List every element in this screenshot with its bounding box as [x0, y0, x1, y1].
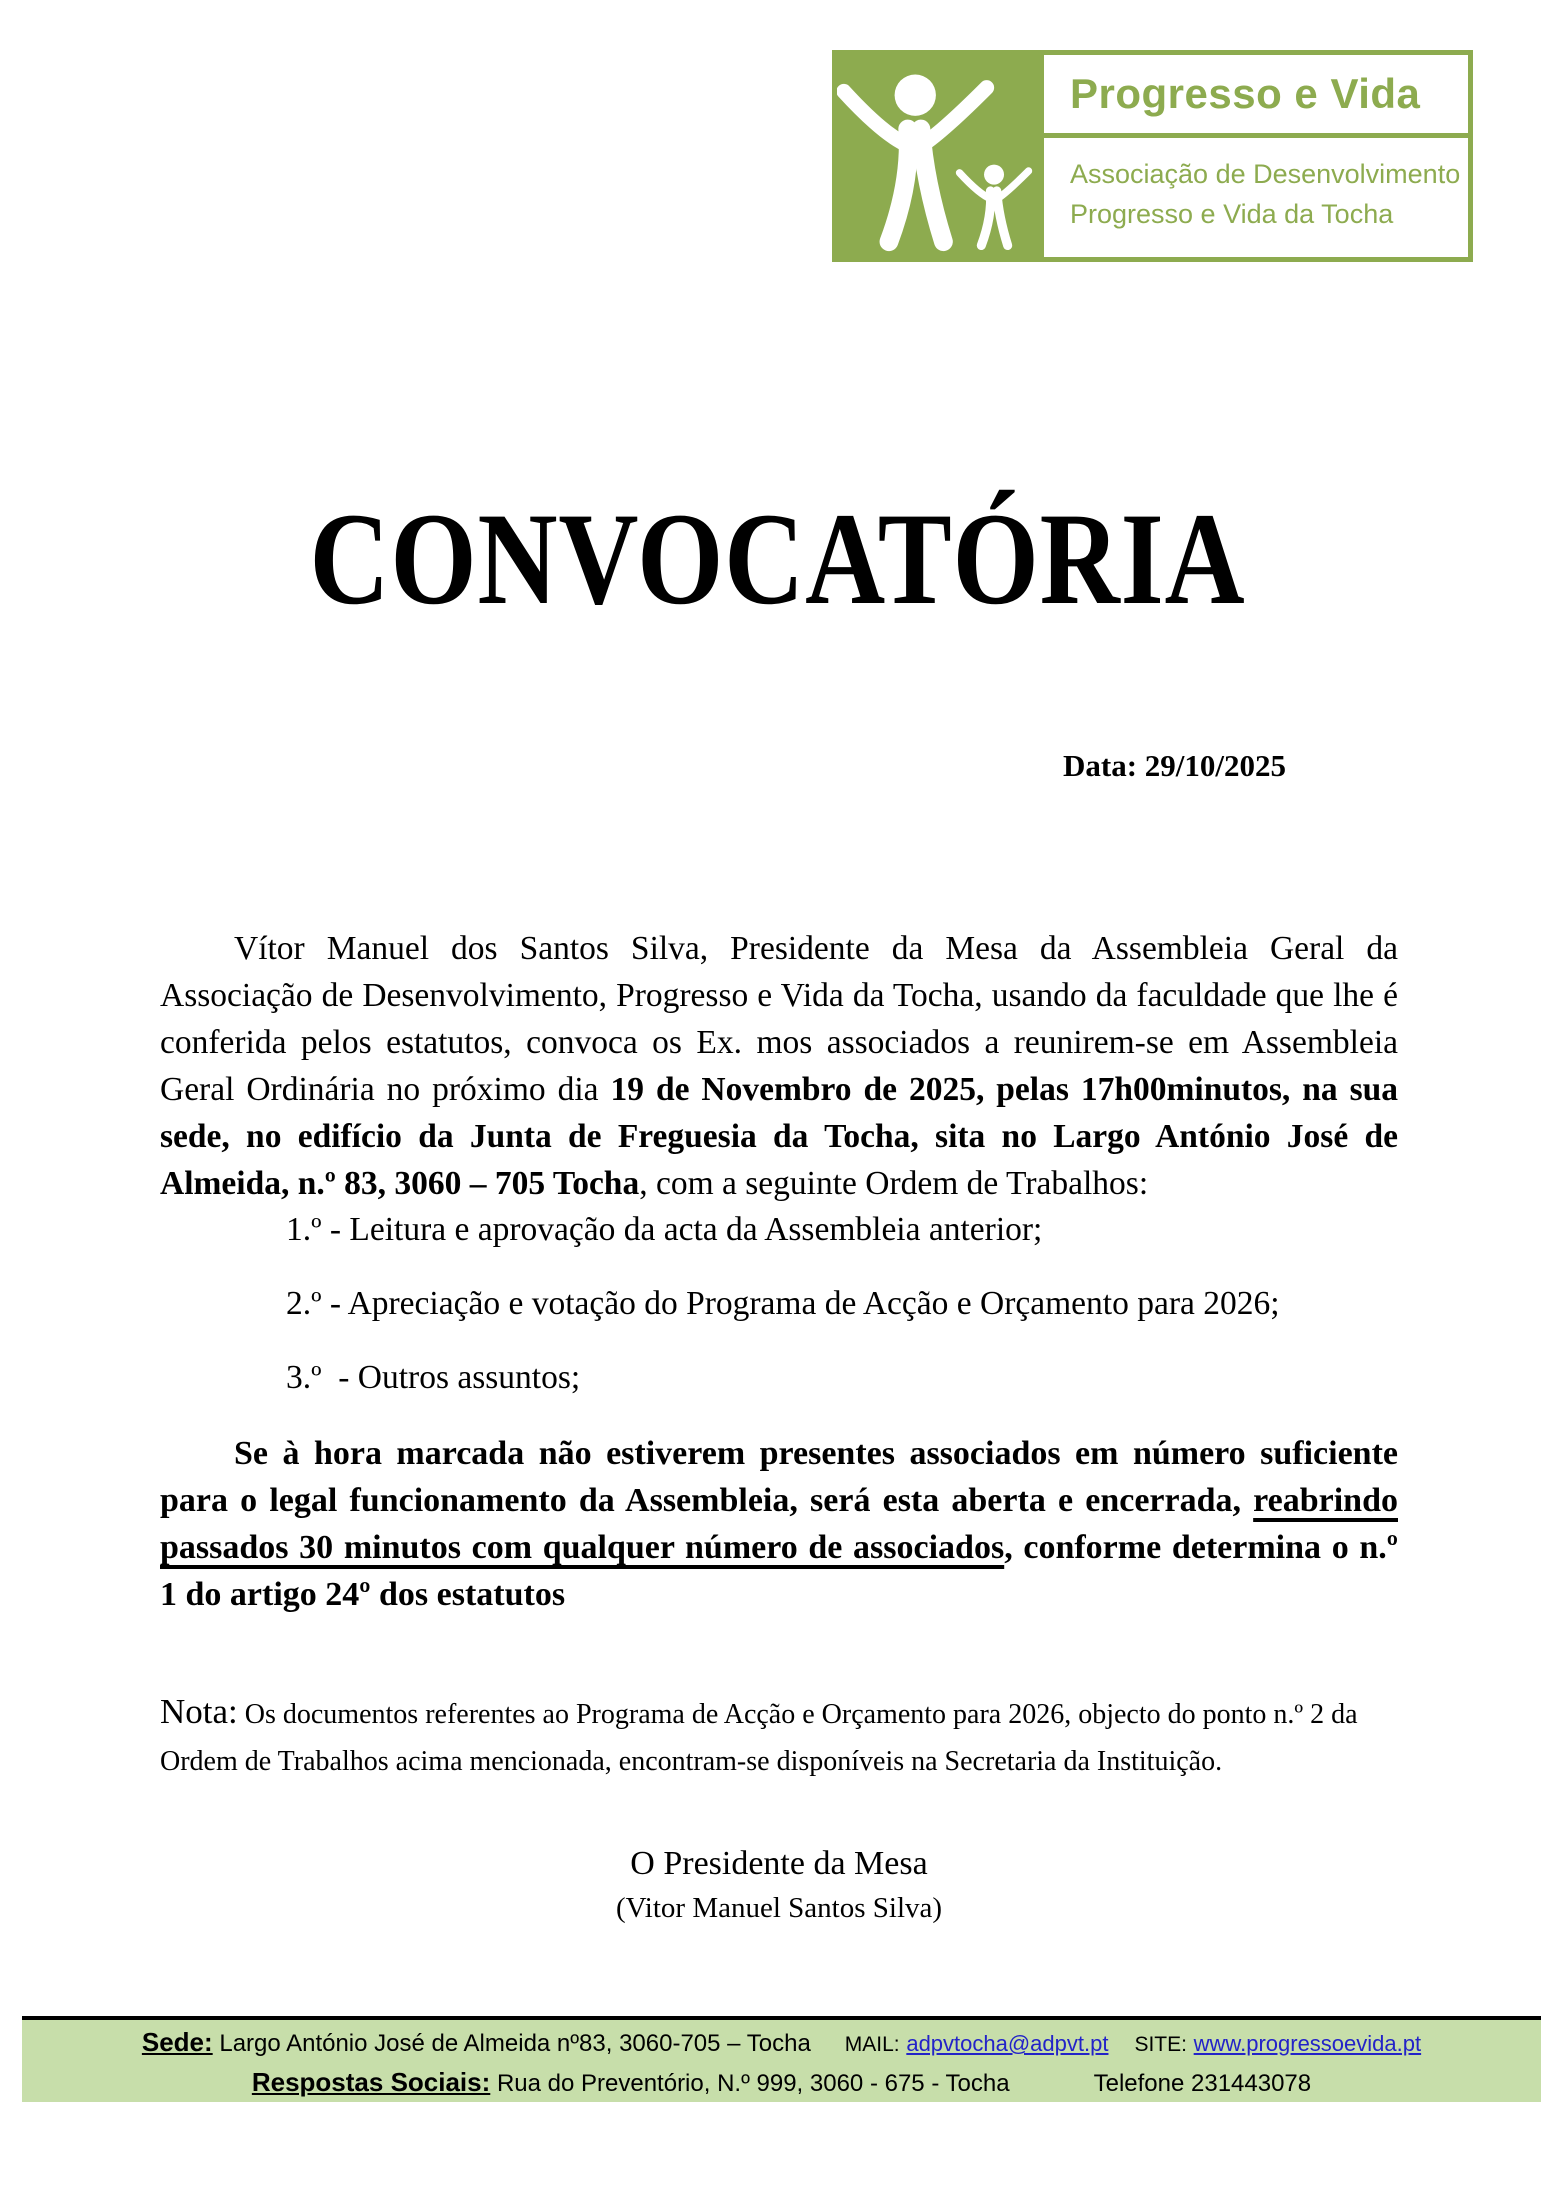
footer-line-respostas	[22, 2067, 1541, 2098]
org-name: Progresso e Vida	[1070, 70, 1421, 117]
intro-regular-end: , com a seguinte Ordem de Trabalhos:	[639, 1164, 1149, 1202]
org-logo	[832, 50, 1473, 262]
mail-label: MAIL:	[844, 2033, 900, 2056]
footer-line-sede	[22, 2027, 1541, 2058]
agenda-list	[286, 1206, 1280, 1428]
mail-link[interactable]: adpvtocha@adpvt.pt	[906, 2031, 1109, 2056]
quorum-paragraph	[160, 1430, 1398, 1618]
site-link[interactable]: www.progressoevida.pt	[1193, 2031, 1422, 2056]
agenda-item-1: 1.º - Leitura e aprovação da acta da Assembleia anterior;	[286, 1211, 1043, 1248]
intro-regular-start: Vítor Manuel dos Santos Silva, Presidente da Mesa da Assembleia Geral da Associação de Desenvolvimento, Progresso e Vida da Tocha, usando da faculdade que lhe é conferida pelos estatutos, convoca os Ex. mos associados a reunirem-se em Assembleia Geral Ordinária no próximo dia	[160, 929, 1398, 1108]
quorum-underlined: reabrindo passados 30 minutos com qualquer número de associados	[160, 1482, 1398, 1566]
logo-subtitle-cell	[1044, 138, 1468, 257]
logo-title-cell	[1044, 55, 1468, 138]
nota-paragraph	[160, 1688, 1410, 1785]
intro-bold-meeting-details: 19 de Novembro de 2025, pelas 17h00minutos, na sua sede, no edifício da Junta de Freguesia da Tocha, sita no Largo António José de Almeida, n.º 83, 3060 – 705 Tocha	[160, 1070, 1398, 1202]
nota-label: Nota:	[160, 1692, 238, 1731]
logo-figure-panel	[837, 55, 1044, 257]
respostas-address: Rua do Preventório, N.º 999, 3060 - 675 - Tocha	[490, 2070, 1010, 2097]
quorum-bold-end: , conforme determina o n.º 1 do artigo 24º dos estatutos	[160, 1529, 1398, 1613]
org-subtitle-line1: Associação de Desenvolvimento	[1070, 159, 1461, 189]
sede-label: Sede:	[141, 2027, 213, 2057]
people-raised-arms-icon	[837, 55, 1044, 257]
agenda-item-3: 3.º - Outros assuntos;	[286, 1359, 581, 1396]
nota-text: Os documentos referentes ao Programa de Acção e Orçamento para 2026, objecto do ponto n.º 2 da Ordem de Trabalhos acima mencionada, encontram-se disponíveis na Secretaria da Instituição.	[160, 1699, 1358, 1777]
signature-block	[160, 1845, 1398, 1925]
page-title: CONVOCATÓRIA	[309, 485, 1246, 632]
site-label: SITE:	[1134, 2033, 1187, 2056]
logo-text-panel	[1044, 55, 1468, 257]
telefone: Telefone 231443078	[1093, 2070, 1312, 2097]
date-line: Data: 29/10/2025	[1063, 748, 1287, 783]
agenda-item-2: 2.º - Apreciação e votação do Programa de Acção e Orçamento para 2026;	[286, 1285, 1280, 1322]
signature-role: O Presidente da Mesa	[630, 1845, 928, 1882]
org-subtitle-line2: Progresso e Vida da Tocha	[1070, 199, 1394, 229]
quorum-bold-start: Se à hora marcada não estiverem presentes associados em número suficiente para o legal funcionamento da Assembleia, será esta aberta e encerrada,	[160, 1435, 1398, 1519]
footer-band	[22, 2016, 1541, 2102]
signature-name: (Vitor Manuel Santos Silva)	[615, 1892, 943, 1924]
intro-paragraph	[160, 925, 1398, 1207]
respostas-label: Respostas Sociais:	[251, 2067, 491, 2097]
sede-address: Largo António José de Almeida nº83, 3060-705 – Tocha	[212, 2030, 811, 2057]
